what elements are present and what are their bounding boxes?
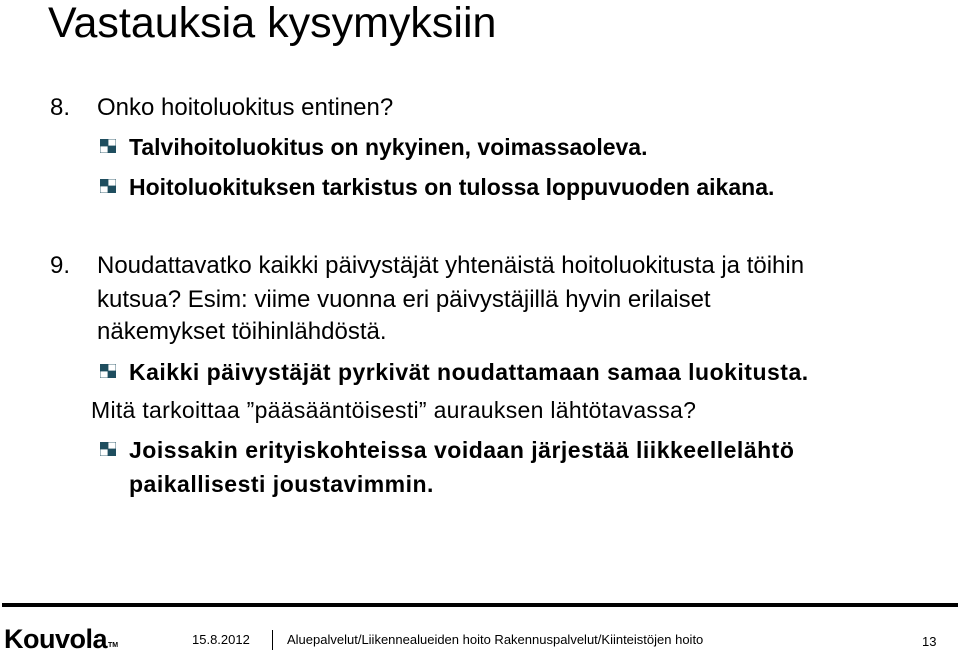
question-9-number: 9. — [50, 252, 71, 279]
answer-8-2-text: Hoitoluokituksen tarkistus on tulossa loppuvuoden aikana. — [129, 174, 775, 200]
kouvola-logo — [4, 626, 118, 652]
answer-9-1 — [100, 355, 809, 389]
answer-8-1-text: Talvihoitoluokitus on nykyinen, voimassaoleva. — [129, 134, 648, 160]
answer-9-2 — [100, 433, 794, 501]
checkered-square-icon — [100, 364, 116, 378]
logo-text: Kouvola — [4, 624, 108, 654]
question-8 — [50, 92, 393, 124]
footer-date: 15.8.2012 — [192, 632, 250, 647]
answer-9-2-line-2: paikallisesti joustavimmin. — [129, 471, 434, 497]
page-number: 13 — [922, 634, 937, 649]
footer-department: Aluepalvelut/Liikennealueiden hoito Rakennuspalvelut/Kiinteistöjen hoito — [287, 632, 704, 647]
sub-question: Mitä tarkoittaa ”pääsääntöisesti” aurauksen lähtötavassa? — [91, 397, 697, 423]
question-9-line-3: näkemykset töihinlähdöstä. — [97, 318, 387, 345]
question-9 — [50, 250, 804, 282]
checkered-square-icon — [100, 179, 116, 193]
checkered-square-icon — [100, 139, 116, 153]
question-8-number: 8. — [50, 94, 71, 121]
footer-separator — [272, 630, 273, 650]
answer-8-2 — [100, 170, 774, 204]
logo-trademark: TM — [108, 642, 119, 649]
footer-divider — [2, 603, 958, 607]
question-8-text: Onko hoitoluokitus entinen? — [97, 94, 394, 121]
answer-9-2-text — [129, 433, 794, 501]
answer-8-1 — [100, 130, 648, 164]
question-9-line-1: Noudattavatko kaikki päivystäjät yhtenäistä hoitoluokitusta ja töihin — [97, 252, 805, 279]
answer-9-1-text: Kaikki päivystäjät pyrkivät noudattamaan samaa luokitusta. — [129, 359, 809, 385]
question-9-line-2: kutsua? Esim: viime vuonna eri päivystäjillä hyvin erilaiset — [97, 286, 711, 313]
checkered-square-icon — [100, 442, 116, 456]
slide-title: Vastauksia kysymyksiin — [48, 0, 497, 47]
answer-9-2-line-1: Joissakin erityiskohteissa voidaan järjestää liikkeellelähtö — [129, 437, 795, 463]
